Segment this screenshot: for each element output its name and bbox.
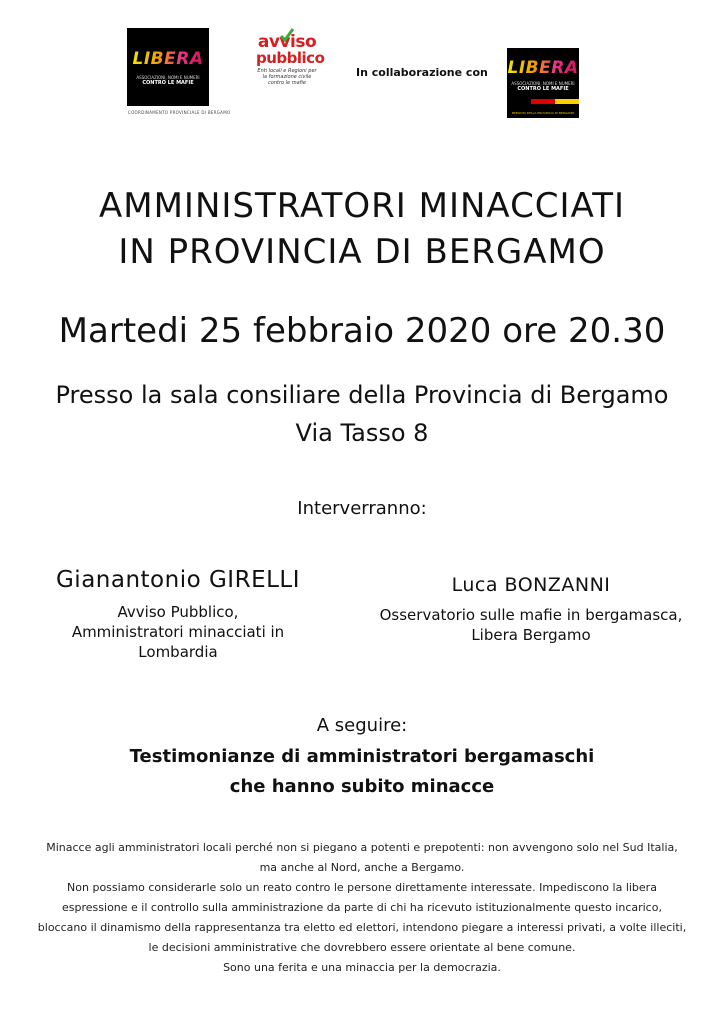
avviso-word: avviso (257, 32, 317, 52)
speaker-role-line: Amministratori minacciati in (71, 623, 285, 641)
libera-tagline: ASSOCIAZIONI, NOMI E NUMERI (511, 81, 575, 86)
event-venue (0, 376, 724, 452)
followup-description (0, 742, 724, 802)
description-line: Sono una ferita e una minaccia per la democrazia. (223, 961, 501, 974)
title-line-1: AMMINISTRATORI MINACCIATI (98, 186, 625, 226)
libera-brand-text: LIBERA (507, 58, 579, 78)
avviso-tagline: Enti locali e Regioni per la formazione civile contro le mafie (257, 68, 317, 86)
libera-presidio-caption: PRESIDIO DELLA PROVINCIA DI BERGAMO (511, 111, 575, 115)
pubblico-word: pubblico (256, 49, 325, 67)
description-line: ma anche al Nord, anche a Bergamo. (259, 861, 465, 874)
speaker-girelli (30, 564, 326, 662)
libera-tagline: ASSOCIAZIONI, NOMI E NUMERI (136, 74, 200, 80)
libera-tagline-strong: CONTRO LE MAFIE (517, 86, 569, 92)
title-line-2: IN PROVINCIA DI BERGAMO (118, 232, 606, 272)
speaker-role-line: Lombardia (138, 643, 218, 661)
libera-logo-left (127, 28, 209, 106)
description-line: Minacce agli amministratori locali perché non si piegano a potenti e prepotenti: non avvengono solo nel Sud Italia, (46, 841, 678, 854)
speaker-role-line: Avviso Pubblico, (117, 603, 239, 621)
followup-line-1: Testimonianze di amministratori bergamaschi (129, 746, 595, 767)
description-line: bloccano il dinamismo della rappresentanza tra eletto ed elettori, intendono piegare a interessi privati, a volte illeciti, (37, 921, 687, 934)
libera-brand-text: LIBERA (132, 48, 204, 69)
speaker-role-line: Osservatorio sulle mafie in bergamasca, (379, 606, 683, 624)
collaboration-label: In collaborazione con (356, 66, 488, 79)
speaker-role (30, 602, 326, 662)
speaker-role (368, 605, 694, 645)
libera-tagline-strong: CONTRO LE MAFIE (142, 79, 194, 86)
speaker-role-line: Libera Bergamo (471, 626, 591, 644)
speaker-name: Luca BONZANNI (451, 574, 611, 596)
description-line: Non possiamo considerarle solo un reato contro le persone direttamente interessate. Impediscono la libera (67, 881, 657, 894)
description-line: le decisioni amministrative che dovrebbero essere orientate al bene comune. (148, 941, 576, 954)
checkmark-icon (280, 28, 294, 42)
libera-logo-right (507, 48, 579, 118)
description-line: espressione e il controllo sulla amministrazione da parte di chi ha ricevuto istituzionalmente questo incarico, (62, 901, 662, 914)
event-title (0, 183, 724, 275)
venue-line-1: Presso la sala consiliare della Provincia di Bergamo (55, 381, 669, 409)
followup-heading: A seguire: (316, 715, 408, 736)
avviso-pubblico-logo (256, 32, 325, 98)
speaker-bonzanni (368, 571, 694, 645)
event-date: Martedi 25 febbraio 2020 ore 20.30 (58, 311, 666, 351)
speaker-name: Gianantonio GIRELLI (55, 567, 301, 593)
venue-line-2: Via Tasso 8 (295, 419, 429, 447)
german-flag-stripe (507, 99, 579, 104)
libera-coordination-caption: COORDINAMENTO PROVINCIALE DI BERGAMO (128, 110, 231, 115)
followup-line-2: che hanno subito minacce (229, 776, 495, 797)
event-description (0, 838, 724, 978)
speakers-heading: Interverranno: (297, 498, 427, 519)
